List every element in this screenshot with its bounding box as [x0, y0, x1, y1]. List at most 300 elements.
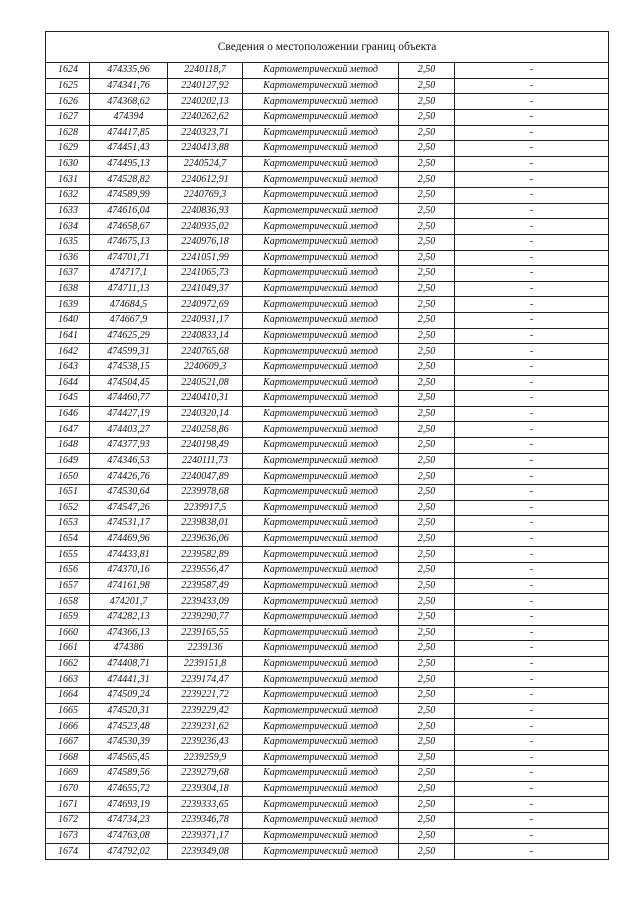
x-coordinate-cell: 474377,93 — [90, 438, 168, 454]
x-coordinate-cell: 474530,64 — [90, 484, 168, 500]
point-number-cell: 1663 — [46, 672, 90, 688]
x-coordinate-cell: 474366,13 — [90, 625, 168, 641]
description-cell: - — [455, 422, 609, 438]
method-cell: Картометрический метод — [243, 625, 399, 641]
y-coordinate-cell: 2239221,72 — [168, 688, 243, 704]
method-cell: Картометрический метод — [243, 266, 399, 282]
description-cell: - — [455, 172, 609, 188]
y-coordinate-cell: 2239917,5 — [168, 500, 243, 516]
point-number-cell: 1672 — [46, 813, 90, 829]
y-coordinate-cell: 2240931,17 — [168, 313, 243, 329]
method-cell: Картометрический метод — [243, 516, 399, 532]
y-coordinate-cell: 2240609,3 — [168, 359, 243, 375]
description-cell: - — [455, 281, 609, 297]
point-number-cell: 1638 — [46, 281, 90, 297]
table-row — [46, 781, 609, 797]
y-coordinate-cell: 2239838,01 — [168, 516, 243, 532]
x-coordinate-cell: 474655,72 — [90, 781, 168, 797]
title-row — [46, 32, 609, 63]
method-cell: Картометрический метод — [243, 688, 399, 704]
y-coordinate-cell: 2240262,62 — [168, 109, 243, 125]
table-row — [46, 281, 609, 297]
accuracy-cell: 2,50 — [399, 203, 455, 219]
point-number-cell: 1665 — [46, 703, 90, 719]
table-row — [46, 688, 609, 704]
y-coordinate-cell: 2239236,43 — [168, 734, 243, 750]
description-cell: - — [455, 578, 609, 594]
y-coordinate-cell: 2239346,78 — [168, 813, 243, 829]
x-coordinate-cell: 474734,23 — [90, 813, 168, 829]
accuracy-cell: 2,50 — [399, 500, 455, 516]
description-cell: - — [455, 156, 609, 172]
x-coordinate-cell: 474711,13 — [90, 281, 168, 297]
accuracy-cell: 2,50 — [399, 844, 455, 860]
y-coordinate-cell: 2240127,92 — [168, 78, 243, 94]
table-row — [46, 594, 609, 610]
accuracy-cell: 2,50 — [399, 609, 455, 625]
point-number-cell: 1637 — [46, 266, 90, 282]
point-number-cell: 1655 — [46, 547, 90, 563]
description-cell: - — [455, 547, 609, 563]
x-coordinate-cell: 474717,1 — [90, 266, 168, 282]
point-number-cell: 1639 — [46, 297, 90, 313]
y-coordinate-cell: 2239978,68 — [168, 484, 243, 500]
point-number-cell: 1659 — [46, 609, 90, 625]
point-number-cell: 1673 — [46, 828, 90, 844]
accuracy-cell: 2,50 — [399, 422, 455, 438]
point-number-cell: 1658 — [46, 594, 90, 610]
description-cell: - — [455, 781, 609, 797]
accuracy-cell: 2,50 — [399, 828, 455, 844]
x-coordinate-cell: 474504,45 — [90, 375, 168, 391]
y-coordinate-cell: 2240111,73 — [168, 453, 243, 469]
accuracy-cell: 2,50 — [399, 516, 455, 532]
accuracy-cell: 2,50 — [399, 563, 455, 579]
x-coordinate-cell: 474403,27 — [90, 422, 168, 438]
accuracy-cell: 2,50 — [399, 172, 455, 188]
x-coordinate-cell: 474370,16 — [90, 563, 168, 579]
x-coordinate-cell: 474161,98 — [90, 578, 168, 594]
y-coordinate-cell: 2240410,31 — [168, 391, 243, 407]
accuracy-cell: 2,50 — [399, 719, 455, 735]
method-cell: Картометрический метод — [243, 172, 399, 188]
table-row — [46, 250, 609, 266]
x-coordinate-cell: 474531,17 — [90, 516, 168, 532]
accuracy-cell: 2,50 — [399, 359, 455, 375]
method-cell: Картометрический метод — [243, 594, 399, 610]
y-coordinate-cell: 2241065,73 — [168, 266, 243, 282]
point-number-cell: 1628 — [46, 125, 90, 141]
x-coordinate-cell: 474335,96 — [90, 63, 168, 79]
table-row — [46, 750, 609, 766]
accuracy-cell: 2,50 — [399, 375, 455, 391]
table-row — [46, 328, 609, 344]
y-coordinate-cell: 2239174,47 — [168, 672, 243, 688]
x-coordinate-cell: 474426,76 — [90, 469, 168, 485]
point-number-cell: 1648 — [46, 438, 90, 454]
accuracy-cell: 2,50 — [399, 250, 455, 266]
accuracy-cell: 2,50 — [399, 109, 455, 125]
accuracy-cell: 2,50 — [399, 672, 455, 688]
description-cell: - — [455, 672, 609, 688]
table-row — [46, 266, 609, 282]
y-coordinate-cell: 2240258,86 — [168, 422, 243, 438]
table-row — [46, 844, 609, 860]
description-cell: - — [455, 438, 609, 454]
method-cell: Картометрический метод — [243, 703, 399, 719]
y-coordinate-cell: 2240198,49 — [168, 438, 243, 454]
y-coordinate-cell: 2239636,06 — [168, 531, 243, 547]
accuracy-cell: 2,50 — [399, 188, 455, 204]
point-number-cell: 1664 — [46, 688, 90, 704]
point-number-cell: 1626 — [46, 94, 90, 110]
table-row — [46, 484, 609, 500]
y-coordinate-cell: 2240976,18 — [168, 234, 243, 250]
y-coordinate-cell: 2240521,08 — [168, 375, 243, 391]
accuracy-cell: 2,50 — [399, 797, 455, 813]
description-cell: - — [455, 63, 609, 79]
description-cell: - — [455, 266, 609, 282]
x-coordinate-cell: 474684,5 — [90, 297, 168, 313]
method-cell: Картометрический метод — [243, 469, 399, 485]
table-row — [46, 563, 609, 579]
point-number-cell: 1630 — [46, 156, 90, 172]
description-cell: - — [455, 500, 609, 516]
method-cell: Картометрический метод — [243, 531, 399, 547]
description-cell: - — [455, 516, 609, 532]
accuracy-cell: 2,50 — [399, 813, 455, 829]
accuracy-cell: 2,50 — [399, 328, 455, 344]
y-coordinate-cell: 2240118,7 — [168, 63, 243, 79]
method-cell: Картометрический метод — [243, 78, 399, 94]
x-coordinate-cell: 474675,13 — [90, 234, 168, 250]
table-row — [46, 641, 609, 657]
table-row — [46, 359, 609, 375]
table-row — [46, 406, 609, 422]
method-cell: Картометрический метод — [243, 656, 399, 672]
table-row — [46, 203, 609, 219]
description-cell: - — [455, 297, 609, 313]
accuracy-cell: 2,50 — [399, 703, 455, 719]
point-number-cell: 1645 — [46, 391, 90, 407]
y-coordinate-cell: 2239433,09 — [168, 594, 243, 610]
x-coordinate-cell: 474451,43 — [90, 141, 168, 157]
y-coordinate-cell: 2239165,55 — [168, 625, 243, 641]
x-coordinate-cell: 474565,45 — [90, 750, 168, 766]
description-cell: - — [455, 656, 609, 672]
description-cell: - — [455, 563, 609, 579]
description-cell: - — [455, 641, 609, 657]
point-number-cell: 1641 — [46, 328, 90, 344]
x-coordinate-cell: 474469,96 — [90, 531, 168, 547]
description-cell: - — [455, 797, 609, 813]
point-number-cell: 1624 — [46, 63, 90, 79]
description-cell: - — [455, 625, 609, 641]
description-cell: - — [455, 531, 609, 547]
x-coordinate-cell: 474538,15 — [90, 359, 168, 375]
table-row — [46, 188, 609, 204]
x-coordinate-cell: 474547,26 — [90, 500, 168, 516]
accuracy-cell: 2,50 — [399, 469, 455, 485]
point-number-cell: 1670 — [46, 781, 90, 797]
table-row — [46, 516, 609, 532]
x-coordinate-cell: 474763,08 — [90, 828, 168, 844]
point-number-cell: 1661 — [46, 641, 90, 657]
x-coordinate-cell: 474408,71 — [90, 656, 168, 672]
accuracy-cell: 2,50 — [399, 219, 455, 235]
document-sheet — [45, 31, 608, 860]
x-coordinate-cell: 474441,31 — [90, 672, 168, 688]
method-cell: Картометрический метод — [243, 750, 399, 766]
method-cell: Картометрический метод — [243, 578, 399, 594]
description-cell: - — [455, 344, 609, 360]
point-number-cell: 1635 — [46, 234, 90, 250]
accuracy-cell: 2,50 — [399, 266, 455, 282]
y-coordinate-cell: 2240612,91 — [168, 172, 243, 188]
description-cell: - — [455, 766, 609, 782]
table-title: Сведения о местоположении границ объекта — [46, 32, 609, 63]
accuracy-cell: 2,50 — [399, 94, 455, 110]
description-cell: - — [455, 719, 609, 735]
description-cell: - — [455, 203, 609, 219]
x-coordinate-cell: 474509,24 — [90, 688, 168, 704]
table-row — [46, 547, 609, 563]
x-coordinate-cell: 474282,13 — [90, 609, 168, 625]
accuracy-cell: 2,50 — [399, 578, 455, 594]
table-row — [46, 828, 609, 844]
table-row — [46, 156, 609, 172]
method-cell: Картометрический метод — [243, 188, 399, 204]
method-cell: Картометрический метод — [243, 250, 399, 266]
y-coordinate-cell: 2241049,37 — [168, 281, 243, 297]
x-coordinate-cell: 474667,9 — [90, 313, 168, 329]
x-coordinate-cell: 474460,77 — [90, 391, 168, 407]
method-cell: Картометрический метод — [243, 203, 399, 219]
table-row — [46, 453, 609, 469]
description-cell: - — [455, 78, 609, 94]
x-coordinate-cell: 474616,04 — [90, 203, 168, 219]
y-coordinate-cell: 2240202,13 — [168, 94, 243, 110]
description-cell: - — [455, 813, 609, 829]
method-cell: Картометрический метод — [243, 313, 399, 329]
y-coordinate-cell: 2239304,18 — [168, 781, 243, 797]
y-coordinate-cell: 2240935,02 — [168, 219, 243, 235]
table-row — [46, 672, 609, 688]
description-cell: - — [455, 484, 609, 500]
table-row — [46, 94, 609, 110]
method-cell: Картометрический метод — [243, 422, 399, 438]
y-coordinate-cell: 2239371,17 — [168, 828, 243, 844]
y-coordinate-cell: 2239587,49 — [168, 578, 243, 594]
y-coordinate-cell: 2239349,08 — [168, 844, 243, 860]
method-cell: Картометрический метод — [243, 641, 399, 657]
table-row — [46, 109, 609, 125]
description-cell: - — [455, 469, 609, 485]
y-coordinate-cell: 2239582,89 — [168, 547, 243, 563]
x-coordinate-cell: 474625,29 — [90, 328, 168, 344]
description-cell: - — [455, 828, 609, 844]
accuracy-cell: 2,50 — [399, 484, 455, 500]
point-number-cell: 1642 — [46, 344, 90, 360]
point-number-cell: 1660 — [46, 625, 90, 641]
y-coordinate-cell: 2239136 — [168, 641, 243, 657]
point-number-cell: 1652 — [46, 500, 90, 516]
x-coordinate-cell: 474792,02 — [90, 844, 168, 860]
method-cell: Картометрический метод — [243, 828, 399, 844]
table-row — [46, 766, 609, 782]
point-number-cell: 1666 — [46, 719, 90, 735]
table-row — [46, 125, 609, 141]
method-cell: Картометрический метод — [243, 125, 399, 141]
point-number-cell: 1669 — [46, 766, 90, 782]
table-row — [46, 219, 609, 235]
accuracy-cell: 2,50 — [399, 141, 455, 157]
accuracy-cell: 2,50 — [399, 781, 455, 797]
x-coordinate-cell: 474520,31 — [90, 703, 168, 719]
description-cell: - — [455, 844, 609, 860]
method-cell: Картометрический метод — [243, 406, 399, 422]
description-cell: - — [455, 406, 609, 422]
table-row — [46, 172, 609, 188]
accuracy-cell: 2,50 — [399, 438, 455, 454]
method-cell: Картометрический метод — [243, 484, 399, 500]
y-coordinate-cell: 2240833,14 — [168, 328, 243, 344]
point-number-cell: 1625 — [46, 78, 90, 94]
point-number-cell: 1667 — [46, 734, 90, 750]
y-coordinate-cell: 2239231,62 — [168, 719, 243, 735]
x-coordinate-cell: 474386 — [90, 641, 168, 657]
y-coordinate-cell: 2239333,65 — [168, 797, 243, 813]
method-cell: Картометрический метод — [243, 438, 399, 454]
accuracy-cell: 2,50 — [399, 391, 455, 407]
table-row — [46, 375, 609, 391]
accuracy-cell: 2,50 — [399, 406, 455, 422]
table-row — [46, 78, 609, 94]
method-cell: Картометрический метод — [243, 844, 399, 860]
accuracy-cell: 2,50 — [399, 531, 455, 547]
table-body — [46, 63, 609, 860]
point-number-cell: 1644 — [46, 375, 90, 391]
accuracy-cell: 2,50 — [399, 766, 455, 782]
method-cell: Картометрический метод — [243, 719, 399, 735]
x-coordinate-cell: 474589,56 — [90, 766, 168, 782]
description-cell: - — [455, 359, 609, 375]
description-cell: - — [455, 594, 609, 610]
table-row — [46, 313, 609, 329]
point-number-cell: 1653 — [46, 516, 90, 532]
point-number-cell: 1674 — [46, 844, 90, 860]
point-number-cell: 1668 — [46, 750, 90, 766]
y-coordinate-cell: 2241051,99 — [168, 250, 243, 266]
method-cell: Картометрический метод — [243, 328, 399, 344]
table-row — [46, 609, 609, 625]
y-coordinate-cell: 2240524,7 — [168, 156, 243, 172]
table-row — [46, 500, 609, 516]
description-cell: - — [455, 109, 609, 125]
accuracy-cell: 2,50 — [399, 63, 455, 79]
point-number-cell: 1633 — [46, 203, 90, 219]
x-coordinate-cell: 474201,7 — [90, 594, 168, 610]
method-cell: Картометрический метод — [243, 297, 399, 313]
description-cell: - — [455, 609, 609, 625]
method-cell: Картометрический метод — [243, 63, 399, 79]
method-cell: Картометрический метод — [243, 563, 399, 579]
description-cell: - — [455, 328, 609, 344]
y-coordinate-cell: 2240765,68 — [168, 344, 243, 360]
y-coordinate-cell: 2240769,3 — [168, 188, 243, 204]
accuracy-cell: 2,50 — [399, 625, 455, 641]
x-coordinate-cell: 474394 — [90, 109, 168, 125]
x-coordinate-cell: 474658,67 — [90, 219, 168, 235]
table-row — [46, 297, 609, 313]
method-cell: Картометрический метод — [243, 734, 399, 750]
description-cell: - — [455, 94, 609, 110]
y-coordinate-cell: 2240413,88 — [168, 141, 243, 157]
method-cell: Картометрический метод — [243, 766, 399, 782]
point-number-cell: 1650 — [46, 469, 90, 485]
point-number-cell: 1662 — [46, 656, 90, 672]
point-number-cell: 1647 — [46, 422, 90, 438]
description-cell: - — [455, 141, 609, 157]
method-cell: Картометрический метод — [243, 500, 399, 516]
x-coordinate-cell: 474530,39 — [90, 734, 168, 750]
table-row — [46, 625, 609, 641]
point-number-cell: 1634 — [46, 219, 90, 235]
table-row — [46, 391, 609, 407]
point-number-cell: 1657 — [46, 578, 90, 594]
x-coordinate-cell: 474341,76 — [90, 78, 168, 94]
y-coordinate-cell: 2239290,77 — [168, 609, 243, 625]
table-row — [46, 813, 609, 829]
description-cell: - — [455, 391, 609, 407]
description-cell: - — [455, 375, 609, 391]
point-number-cell: 1636 — [46, 250, 90, 266]
description-cell: - — [455, 688, 609, 704]
point-number-cell: 1640 — [46, 313, 90, 329]
x-coordinate-cell: 474346,53 — [90, 453, 168, 469]
y-coordinate-cell: 2240047,89 — [168, 469, 243, 485]
description-cell: - — [455, 188, 609, 204]
accuracy-cell: 2,50 — [399, 453, 455, 469]
method-cell: Картометрический метод — [243, 281, 399, 297]
y-coordinate-cell: 2239259,9 — [168, 750, 243, 766]
method-cell: Картометрический метод — [243, 547, 399, 563]
method-cell: Картометрический метод — [243, 109, 399, 125]
table-row — [46, 422, 609, 438]
accuracy-cell: 2,50 — [399, 78, 455, 94]
point-number-cell: 1654 — [46, 531, 90, 547]
description-cell: - — [455, 750, 609, 766]
description-cell: - — [455, 734, 609, 750]
table-row — [46, 578, 609, 594]
point-number-cell: 1632 — [46, 188, 90, 204]
x-coordinate-cell: 474528,82 — [90, 172, 168, 188]
method-cell: Картометрический метод — [243, 359, 399, 375]
x-coordinate-cell: 474433,81 — [90, 547, 168, 563]
y-coordinate-cell: 2239556,47 — [168, 563, 243, 579]
x-coordinate-cell: 474417,85 — [90, 125, 168, 141]
accuracy-cell: 2,50 — [399, 547, 455, 563]
y-coordinate-cell: 2240972,69 — [168, 297, 243, 313]
point-number-cell: 1671 — [46, 797, 90, 813]
accuracy-cell: 2,50 — [399, 125, 455, 141]
method-cell: Картометрический метод — [243, 234, 399, 250]
method-cell: Картометрический метод — [243, 344, 399, 360]
point-number-cell: 1649 — [46, 453, 90, 469]
accuracy-cell: 2,50 — [399, 734, 455, 750]
point-number-cell: 1627 — [46, 109, 90, 125]
description-cell: - — [455, 234, 609, 250]
